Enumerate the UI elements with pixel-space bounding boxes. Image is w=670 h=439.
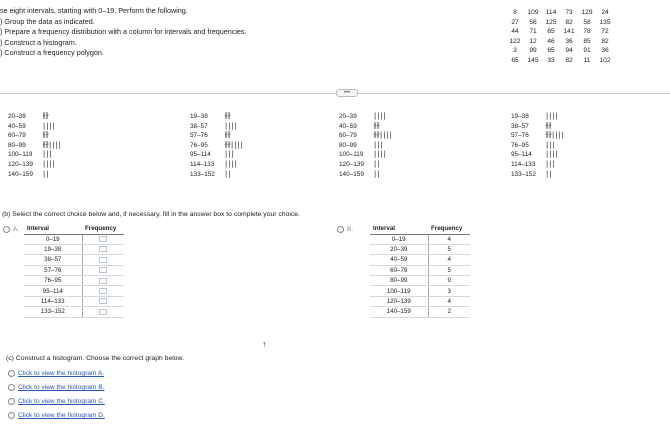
tally-marks: ||||	[373, 112, 386, 120]
tally-option-4	[511, 112, 564, 179]
frequency-cell: 5	[428, 265, 470, 275]
tally-interval: 120–139	[8, 160, 33, 168]
data-row	[506, 18, 614, 28]
frequency-cell	[82, 244, 124, 254]
option-a[interactable]	[3, 226, 19, 233]
interval-cell: 95–114	[24, 286, 82, 296]
tally-row	[190, 122, 243, 132]
data-row	[506, 8, 614, 18]
view-histogram-link[interactable]: Click to view the histogram D.	[18, 412, 105, 419]
option-b-table	[370, 223, 470, 318]
tally-row	[190, 112, 243, 122]
data-value: 72	[601, 28, 609, 36]
tally-marks: ||	[373, 159, 380, 168]
tally-row	[339, 141, 392, 151]
frequency-cell: 4	[428, 255, 470, 265]
frequency-cell: 2	[428, 307, 470, 317]
data-value: 65	[511, 56, 519, 64]
option-b-header-frequency: Frequency	[428, 223, 470, 234]
frequency-input[interactable]	[99, 309, 107, 315]
data-value: 71	[529, 28, 537, 36]
tally-marks: ||	[373, 169, 380, 178]
histogram-option[interactable]	[8, 381, 184, 395]
tally-interval: 114–133	[190, 160, 215, 168]
interval-cell: 19–38	[24, 244, 82, 254]
data-value: 114	[545, 9, 557, 16]
tally-marks: 卌||||	[373, 131, 392, 140]
histogram-option[interactable]	[8, 395, 184, 409]
tally-interval: 38–57	[511, 122, 529, 130]
tally-interval: 38–57	[190, 122, 208, 130]
frequency-cell	[82, 296, 124, 306]
option-a-letter: A.	[13, 226, 20, 233]
interval-cell: 133–152	[24, 307, 82, 317]
data-value: 82	[565, 56, 573, 64]
tally-interval: 80–99	[8, 141, 26, 149]
data-value: 65	[547, 28, 555, 36]
instructions-intro: se eight intervals, starting with 0–19. Perform the following.	[0, 6, 188, 15]
data-value: 94	[565, 47, 573, 55]
table-row	[24, 276, 124, 286]
data-value: 135	[599, 18, 611, 26]
data-value: 36	[601, 47, 609, 55]
tally-marks: |||	[545, 159, 555, 168]
table-row	[370, 234, 470, 244]
data-value: 122	[509, 37, 521, 45]
data-value: 99	[529, 47, 537, 55]
interval-cell: 40–59	[370, 255, 428, 265]
tally-marks: 卌||||	[545, 131, 564, 140]
tally-interval: 114–133	[511, 160, 536, 168]
data-row	[506, 46, 614, 56]
tally-interval: 100–119	[339, 151, 364, 159]
data-value: 82	[565, 18, 573, 26]
option-a-header-frequency: Frequency	[82, 223, 124, 234]
table-row	[24, 296, 124, 306]
data-row	[506, 56, 614, 66]
data-value: 65	[547, 47, 555, 55]
tally-marks: 卌||||	[224, 140, 243, 149]
tally-interval: 40–59	[8, 122, 26, 130]
tally-option-1	[8, 112, 61, 179]
instruction-step-c: ) Construct a histogram.	[0, 37, 77, 47]
tally-row	[339, 131, 392, 141]
instruction-step-b: ) Prepare a frequency distribution with a column for intervals and frequencies.	[0, 27, 247, 36]
option-b[interactable]	[337, 226, 353, 233]
interval-cell: 60–79	[370, 265, 428, 275]
data-value: 11	[583, 56, 591, 64]
tally-row	[339, 122, 392, 132]
table-row	[24, 244, 124, 254]
data-value: 56	[529, 18, 537, 26]
tally-row	[511, 112, 564, 122]
data-value: 78	[583, 28, 591, 36]
tally-row	[511, 131, 564, 141]
interval-cell: 0–19	[24, 234, 82, 244]
frequency-cell: 9	[428, 276, 470, 286]
tally-interval: 120–139	[339, 160, 364, 168]
table-row	[370, 286, 470, 296]
tally-marks: |||	[545, 140, 555, 149]
tally-row	[339, 150, 392, 160]
frequency-cell	[82, 307, 124, 317]
data-value: 8	[513, 9, 517, 16]
data-value: 73	[565, 9, 573, 16]
tally-marks: ||||	[42, 121, 55, 130]
frequency-cell	[82, 286, 124, 296]
interval-cell: 20–39	[370, 244, 428, 254]
frequency-cell: 5	[428, 244, 470, 254]
tally-row	[511, 170, 564, 180]
data-value: 145	[527, 56, 539, 64]
interval-cell: 120–139	[370, 296, 428, 306]
interval-cell: 114–133	[24, 296, 82, 306]
tally-interval: 20–39	[339, 113, 357, 120]
data-row	[506, 27, 614, 37]
table-row	[370, 276, 470, 286]
instruction-step-a: ) Group the data as indicated.	[0, 16, 95, 26]
frequency-cell	[82, 276, 124, 286]
tally-interval: 19–38	[511, 113, 529, 120]
frequency-input[interactable]	[99, 267, 107, 273]
tally-interval: 133–152	[511, 170, 536, 178]
view-histogram-link[interactable]: Click to view the histogram B.	[18, 384, 105, 391]
tally-interval: 40–59	[339, 122, 357, 130]
tally-marks: ||	[224, 169, 231, 178]
frequency-cell	[82, 255, 124, 265]
interval-cell: 57–76	[24, 265, 82, 275]
tally-interval: 80–99	[339, 141, 357, 149]
option-a-radio[interactable]	[3, 226, 10, 233]
data-value: 27	[511, 18, 519, 26]
tally-row	[511, 141, 564, 151]
frequency-cell: 4	[428, 296, 470, 306]
tally-row	[8, 170, 61, 180]
tally-interval: 95–114	[190, 151, 211, 159]
tally-marks: |||	[224, 150, 234, 159]
tally-interval: 20–39	[8, 113, 26, 120]
interval-cell: 140–159	[370, 307, 428, 317]
data-value: 109	[527, 9, 539, 16]
frequency-input[interactable]	[99, 278, 107, 284]
data-value: 46	[547, 37, 555, 45]
tally-marks: ||	[42, 169, 49, 178]
tally-row	[8, 150, 61, 160]
interval-cell: 38–57	[24, 255, 82, 265]
frequency-cell	[82, 234, 124, 244]
tally-row	[511, 160, 564, 170]
tally-marks: |||	[373, 140, 383, 149]
view-histogram-link[interactable]: Click to view the histogram C.	[18, 398, 105, 405]
part-c-prompt: (c) Construct a histogram. Choose the correct graph below.	[6, 355, 184, 362]
expand-more-button[interactable]: •••	[336, 89, 358, 97]
tally-marks: ||||	[224, 159, 237, 168]
tally-marks: 卌	[224, 112, 230, 120]
tally-interval: 57–76	[190, 132, 208, 140]
tally-row	[190, 141, 243, 151]
data-value: 129	[581, 9, 593, 16]
tally-interval: 60–79	[339, 132, 357, 140]
tally-row	[190, 150, 243, 160]
data-value: 33	[547, 56, 555, 64]
tally-row	[190, 170, 243, 180]
table-row	[370, 265, 470, 275]
tally-row	[8, 122, 61, 132]
interval-cell: 0–19	[370, 234, 428, 244]
tally-interval: 100–119	[8, 151, 33, 159]
tally-option-2	[190, 112, 243, 179]
view-histogram-link[interactable]: Click to view the histogram A.	[18, 370, 105, 377]
option-a-header-interval: Interval	[24, 223, 82, 234]
tally-marks: 卌	[545, 121, 551, 130]
table-row	[370, 296, 470, 306]
table-row	[370, 307, 470, 317]
option-b-radio[interactable]	[337, 226, 344, 233]
frequency-input[interactable]	[99, 288, 107, 294]
table-row	[24, 286, 124, 296]
frequency-cell: 3	[428, 286, 470, 296]
data-value: 12	[529, 37, 537, 45]
tally-interval: 76–95	[511, 141, 529, 149]
data-set	[506, 8, 614, 66]
tally-row	[339, 170, 392, 180]
tally-interval: 133–152	[190, 170, 215, 178]
tally-marks: ||	[545, 169, 552, 178]
tally-marks: ||||	[373, 150, 386, 159]
option-b-letter: B.	[347, 226, 354, 233]
histogram-option-radio[interactable]	[8, 384, 15, 391]
data-value: 58	[583, 18, 591, 26]
histogram-option-radio[interactable]	[8, 398, 15, 405]
tally-row	[8, 112, 61, 122]
tally-row	[190, 160, 243, 170]
frequency-input[interactable]	[99, 257, 107, 263]
data-value: 85	[583, 37, 591, 45]
data-value: 44	[511, 28, 519, 36]
frequency-input[interactable]	[99, 298, 107, 304]
table-row	[24, 255, 124, 265]
tally-row	[8, 160, 61, 170]
instructions	[0, 6, 330, 59]
tally-marks: 卌	[224, 131, 230, 140]
tally-marks: 卌	[373, 121, 379, 130]
frequency-cell	[82, 265, 124, 275]
part-c	[6, 355, 184, 423]
interval-cell: 76–95	[24, 276, 82, 286]
tally-marks: 卌	[42, 112, 48, 120]
tally-interval: 95–114	[511, 151, 532, 159]
frequency-cell: 4	[428, 234, 470, 244]
mouse-cursor-icon: ↑	[262, 339, 267, 349]
data-value: 82	[601, 37, 609, 45]
tally-row	[8, 131, 61, 141]
tally-interval: 76–95	[190, 141, 208, 149]
tally-row	[511, 122, 564, 132]
histogram-option-radio[interactable]	[8, 412, 15, 419]
tally-interval: 19–38	[190, 113, 208, 120]
tally-marks: ||||	[42, 159, 55, 168]
tally-row	[8, 141, 61, 151]
instruction-step-d: ) Construct a frequency polygon.	[0, 48, 104, 57]
interval-cell: 100–119	[370, 286, 428, 296]
option-a-table	[24, 223, 124, 318]
tally-marks: ||||	[545, 150, 558, 159]
tally-option-3	[339, 112, 392, 179]
table-row	[24, 307, 124, 317]
tally-marks: ||||	[545, 112, 558, 120]
frequency-input[interactable]	[99, 236, 107, 242]
table-row	[370, 244, 470, 254]
data-row	[506, 37, 614, 47]
tally-interval: 140–159	[339, 170, 364, 178]
tally-marks: |||	[42, 150, 52, 159]
tally-row	[339, 160, 392, 170]
part-b-prompt: (b) Select the correct choice below and, if necessary, fill in the answer box to complete your choice.	[2, 211, 300, 218]
histogram-option[interactable]	[8, 367, 184, 381]
interval-cell: 80–99	[370, 276, 428, 286]
tally-row	[511, 150, 564, 160]
table-row	[370, 255, 470, 265]
histogram-option[interactable]	[8, 409, 184, 423]
data-value: 141	[563, 28, 575, 36]
tally-row	[339, 112, 392, 122]
frequency-input[interactable]	[99, 246, 107, 252]
section-divider	[0, 93, 670, 94]
data-value: 102	[599, 56, 611, 64]
table-row	[24, 234, 124, 244]
histogram-option-radio[interactable]	[8, 370, 15, 377]
data-value: 91	[583, 47, 591, 55]
data-value: 24	[601, 9, 609, 16]
tally-interval: 140–159	[8, 170, 33, 178]
tally-row	[190, 131, 243, 141]
data-value: 125	[545, 18, 557, 26]
tally-interval: 57–76	[511, 132, 529, 140]
data-value: 3	[513, 47, 517, 55]
option-b-header-interval: Interval	[370, 223, 428, 234]
tally-marks: 卌||||	[42, 140, 61, 149]
tally-interval: 60–79	[8, 132, 26, 140]
table-row	[24, 265, 124, 275]
tally-marks: ||||	[224, 121, 237, 130]
data-value: 36	[565, 37, 573, 45]
tally-marks: 卌	[42, 131, 48, 140]
